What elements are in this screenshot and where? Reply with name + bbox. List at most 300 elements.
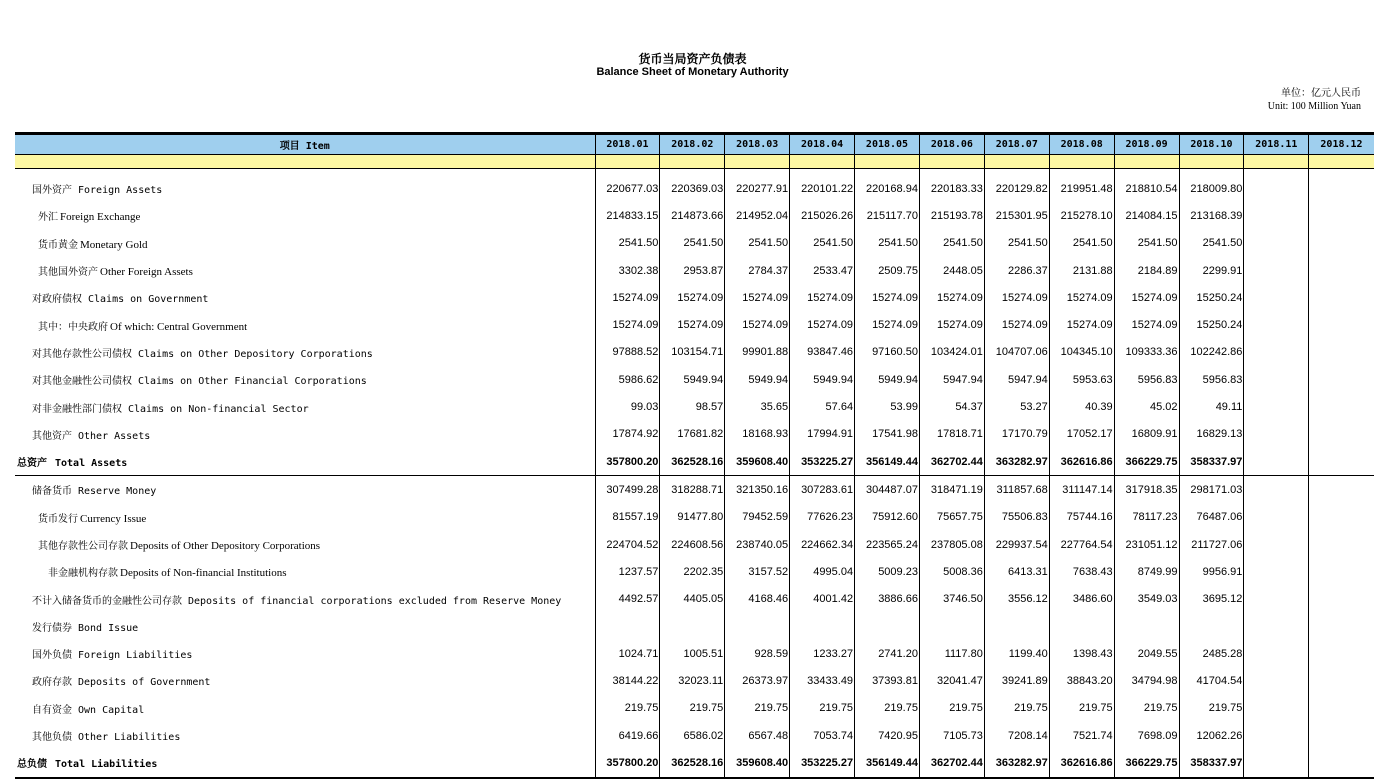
table-cell: 15274.09 [1114,311,1179,338]
row-label [15,202,595,229]
table-row [15,531,1374,558]
table-cell: 219.75 [1049,695,1114,722]
table-cell: 8749.99 [1114,558,1179,585]
table-cell: 215278.10 [1049,202,1114,229]
table-row [15,393,1374,420]
row-label-cn: 自有资金 [32,704,72,716]
table-cell: 237805.08 [919,531,984,558]
table-cell [1309,393,1374,420]
row-label-en: Other Foreign Assets [100,266,193,279]
row-label [15,531,595,558]
table-cell: 49.11 [1179,393,1244,420]
table-cell [1309,257,1374,284]
row-label [15,504,595,531]
table-cell: 219.75 [790,695,855,722]
table-cell [1179,613,1244,640]
table-cell: 15274.09 [595,284,660,311]
table-cell: 2533.47 [790,257,855,284]
table-cell [1244,531,1309,558]
table-cell: 3746.50 [919,585,984,612]
table-cell [1309,558,1374,585]
table-cell [1309,339,1374,366]
table-cell [595,613,660,640]
table-cell: 357800.20 [595,448,660,476]
table-cell: 219.75 [660,695,725,722]
row-label-cn: 货币黄金 [38,239,78,251]
table-cell: 15274.09 [725,311,790,338]
table-cell: 3157.52 [725,558,790,585]
table-cell: 15250.24 [1179,284,1244,311]
table-cell [1309,749,1374,777]
table-row [15,311,1374,338]
table-cell: 40.39 [1049,393,1114,420]
table-cell: 75912.60 [855,504,920,531]
row-label-cn: 总负债 [17,759,47,771]
table-cell [855,613,920,640]
table-cell: 1233.27 [790,640,855,667]
row-label-cn: 国外资产 [32,185,72,197]
table-cell: 15274.09 [790,284,855,311]
table-cell: 1024.71 [595,640,660,667]
row-label-en: Claims on Non-financial Sector [128,403,309,415]
row-label [15,585,595,612]
table-cell [1309,284,1374,311]
row-label-cn: 非金融机构存款 [48,568,118,580]
table-row [15,613,1374,640]
table-cell: 7420.95 [855,722,920,749]
table-cell: 39241.89 [984,667,1049,694]
column-header-month: 2018.08 [1049,134,1114,155]
row-label-cn: 货币发行 [38,513,78,525]
row-label [15,667,595,694]
column-header-month: 2018.12 [1309,134,1374,155]
column-header-month: 2018.03 [725,134,790,155]
table-cell: 3486.60 [1049,585,1114,612]
table-cell: 2541.50 [790,230,855,257]
table-cell [1244,695,1309,722]
row-label-en: Other Assets [78,430,151,442]
row-label [15,640,595,667]
table-cell: 7105.73 [919,722,984,749]
table-cell: 5956.83 [1114,366,1179,393]
table-cell: 353225.27 [790,448,855,476]
table-cell [1244,311,1309,338]
table-cell: 17681.82 [660,421,725,448]
row-label-en: Claims on Government [88,294,209,306]
table-cell [1309,169,1374,203]
table-cell [1244,504,1309,531]
table-cell: 4492.57 [595,585,660,612]
table-cell: 91477.80 [660,504,725,531]
table-cell [1309,421,1374,448]
table-cell: 220183.33 [919,169,984,203]
table-cell: 53.99 [855,393,920,420]
row-label [15,284,595,311]
table-row [15,722,1374,749]
table-row [15,366,1374,393]
row-label [15,169,595,203]
table-cell: 75506.83 [984,504,1049,531]
table-cell: 26373.97 [725,667,790,694]
table-cell [1309,695,1374,722]
row-label-cn: 储备货币 [32,486,72,498]
table-cell: 15274.09 [1114,284,1179,311]
table-cell: 1117.80 [919,640,984,667]
row-label-cn: 其他国外资产 [38,267,98,279]
table-cell [660,613,725,640]
row-label-en: Foreign Assets [78,185,163,197]
row-label-en: Total Assets [55,458,128,470]
table-cell: 81557.19 [595,504,660,531]
table-cell [790,613,855,640]
row-label-en: Claims on Other Financial Corporations [138,376,367,388]
column-header-month: 2018.06 [919,134,984,155]
table-cell: 318288.71 [660,476,725,504]
table-cell: 2741.20 [855,640,920,667]
table-cell [1049,613,1114,640]
table-cell: 5949.94 [660,366,725,393]
table-cell: 2541.50 [725,230,790,257]
table-cell: 2541.50 [1114,230,1179,257]
header-row [15,134,1374,155]
table-cell: 17541.98 [855,421,920,448]
table-cell: 5947.94 [984,366,1049,393]
table-cell: 7053.74 [790,722,855,749]
table-cell: 33433.49 [790,667,855,694]
table-cell [1244,667,1309,694]
row-label-en: Claims on Other Depository Corporations [138,348,373,360]
total-row [15,448,1374,476]
table-cell: 5947.94 [919,366,984,393]
table-cell: 3695.12 [1179,585,1244,612]
row-label-cn: 对其他存款性公司债权 [32,348,132,360]
table-cell: 219.75 [1179,695,1244,722]
table-cell: 353225.27 [790,749,855,777]
row-label [15,311,595,338]
table-cell: 219.75 [984,695,1049,722]
table-cell [919,613,984,640]
column-header-month: 2018.05 [855,134,920,155]
table-cell [1244,284,1309,311]
table-cell: 238740.05 [725,531,790,558]
table-row [15,284,1374,311]
table-cell: 6419.66 [595,722,660,749]
table-cell: 362616.86 [1049,749,1114,777]
table-cell: 219.75 [595,695,660,722]
table-cell: 219.75 [855,695,920,722]
column-header-month: 2018.01 [595,134,660,155]
table-cell: 15274.09 [855,311,920,338]
table-cell: 215026.26 [790,202,855,229]
table-cell: 219951.48 [1049,169,1114,203]
table-row [15,695,1374,722]
table-cell: 219.75 [919,695,984,722]
table-cell: 5949.94 [725,366,790,393]
table-cell: 2049.55 [1114,640,1179,667]
table-cell: 318471.19 [919,476,984,504]
table-cell: 220277.91 [725,169,790,203]
table-row [15,230,1374,257]
table-cell: 17052.17 [1049,421,1114,448]
table-row [15,667,1374,694]
table-cell: 215193.78 [919,202,984,229]
table-cell: 9956.91 [1179,558,1244,585]
table-cell: 356149.44 [855,749,920,777]
header-spacer-row [15,155,1374,169]
table-cell: 311857.68 [984,476,1049,504]
column-header-month: 2018.10 [1179,134,1244,155]
table-cell: 311147.14 [1049,476,1114,504]
table-cell: 363282.97 [984,448,1049,476]
row-label [15,339,595,366]
column-header-month: 2018.09 [1114,134,1179,155]
table-cell: 17994.91 [790,421,855,448]
column-header-month: 2018.04 [790,134,855,155]
table-cell: 79452.59 [725,504,790,531]
table-cell [1244,421,1309,448]
table-cell: 5956.83 [1179,366,1244,393]
table-cell [1244,393,1309,420]
table-cell [1309,230,1374,257]
table-cell: 359608.40 [725,448,790,476]
table-cell: 2286.37 [984,257,1049,284]
table-cell: 99901.88 [725,339,790,366]
row-label [15,230,595,257]
table-cell: 15274.09 [660,311,725,338]
table-cell: 104707.06 [984,339,1049,366]
table-row [15,421,1374,448]
table-cell: 15274.09 [1049,311,1114,338]
table-cell: 213168.39 [1179,202,1244,229]
row-label-cn: 外汇 [38,212,58,224]
table-cell: 298171.03 [1179,476,1244,504]
table-cell: 358337.97 [1179,749,1244,777]
table-cell [1244,257,1309,284]
table-cell: 17818.71 [919,421,984,448]
table-cell: 53.27 [984,393,1049,420]
row-label-en: Reserve Money [78,486,157,498]
table-cell: 2541.50 [855,230,920,257]
table-cell: 231051.12 [1114,531,1179,558]
table-cell [1244,749,1309,777]
table-cell: 7208.14 [984,722,1049,749]
table-cell: 214833.15 [595,202,660,229]
table-cell: 7638.43 [1049,558,1114,585]
table-row [15,640,1374,667]
table-cell: 211727.06 [1179,531,1244,558]
table-cell: 2784.37 [725,257,790,284]
table-cell: 229937.54 [984,531,1049,558]
table-cell: 366229.75 [1114,448,1179,476]
table-cell: 15274.09 [790,311,855,338]
table-cell [1114,613,1179,640]
row-label-en: Deposits of Other Depository Corporations [130,540,321,552]
table-cell: 17874.92 [595,421,660,448]
table-cell [1309,202,1374,229]
table-cell: 215117.70 [855,202,920,229]
row-label [15,393,595,420]
table-cell: 7698.09 [1114,722,1179,749]
table-cell: 6567.48 [725,722,790,749]
table-cell: 2485.28 [1179,640,1244,667]
table-cell: 35.65 [725,393,790,420]
column-header-month: 2018.11 [1244,134,1309,155]
table-cell: 109333.36 [1114,339,1179,366]
table-cell: 15274.09 [984,284,1049,311]
table-cell: 3549.03 [1114,585,1179,612]
table-cell: 7521.74 [1049,722,1114,749]
row-label [15,558,595,585]
column-header-month: 2018.02 [660,134,725,155]
table-cell [1309,311,1374,338]
table-cell: 102242.86 [1179,339,1244,366]
table-cell: 317918.35 [1114,476,1179,504]
table-cell: 2541.50 [595,230,660,257]
table-row [15,476,1374,504]
row-label [15,722,595,749]
table-row [15,202,1374,229]
table-cell: 5953.63 [1049,366,1114,393]
table-cell: 1199.40 [984,640,1049,667]
table-cell: 5949.94 [855,366,920,393]
table-cell: 4995.04 [790,558,855,585]
table-cell: 5949.94 [790,366,855,393]
table-cell [1244,202,1309,229]
table-cell: 214084.15 [1114,202,1179,229]
table-cell: 2448.05 [919,257,984,284]
row-label-en: Foreign Liabilities [78,650,193,662]
table-cell: 4168.46 [725,585,790,612]
row-label-cn: 其他存款性公司存款 [38,541,128,552]
table-cell: 54.37 [919,393,984,420]
table-cell: 304487.07 [855,476,920,504]
table-row [15,504,1374,531]
table-cell: 15250.24 [1179,311,1244,338]
table-cell [1309,613,1374,640]
table-cell: 224662.34 [790,531,855,558]
table-cell: 78117.23 [1114,504,1179,531]
table-cell: 224608.56 [660,531,725,558]
table-cell: 214952.04 [725,202,790,229]
table-cell: 220168.94 [855,169,920,203]
table-cell [1244,722,1309,749]
table-cell: 75657.75 [919,504,984,531]
row-label-en: Total Liabilities [55,759,158,771]
unit-label-cn: 单位：亿元人民币 [1281,88,1361,99]
table-cell: 17170.79 [984,421,1049,448]
table-cell: 3302.38 [595,257,660,284]
table-cell [1244,585,1309,612]
table-cell: 220129.82 [984,169,1049,203]
row-label-en: Of which: Central Government [110,320,248,333]
table-cell: 15274.09 [660,284,725,311]
table-cell: 32023.11 [660,667,725,694]
table-cell: 362702.44 [919,448,984,476]
table-row [15,169,1374,203]
table-cell: 97160.50 [855,339,920,366]
table-cell: 98.57 [660,393,725,420]
table-cell: 218009.80 [1179,169,1244,203]
table-cell: 1398.43 [1049,640,1114,667]
table-cell: 220101.22 [790,169,855,203]
table-cell [1244,640,1309,667]
table-cell: 45.02 [1114,393,1179,420]
row-label-cn: 对其他金融性公司债权 [32,376,132,388]
table-cell: 219.75 [725,695,790,722]
row-label-en: Currency Issue [80,512,147,525]
row-label-en: Monetary Gold [80,238,148,251]
table-cell: 34794.98 [1114,667,1179,694]
table-cell: 214873.66 [660,202,725,229]
row-label-cn: 其中：中央政府 [38,321,108,333]
table-cell: 359608.40 [725,749,790,777]
table-cell [1244,366,1309,393]
table-cell: 358337.97 [1179,448,1244,476]
table-cell: 2541.50 [660,230,725,257]
table-cell: 12062.26 [1179,722,1244,749]
table-cell: 2541.50 [1049,230,1114,257]
table-cell: 103154.71 [660,339,725,366]
table-cell: 223565.24 [855,531,920,558]
table-cell [1309,722,1374,749]
table-cell: 104345.10 [1049,339,1114,366]
table-cell: 38144.22 [595,667,660,694]
table-cell: 15274.09 [1049,284,1114,311]
table-cell [1309,667,1374,694]
column-header-item: 项目 Item [15,134,595,155]
table-cell: 2202.35 [660,558,725,585]
unit-label-en: Unit: 100 Million Yuan [1267,101,1361,112]
total-row [15,749,1374,777]
row-label-en: Deposits of Government [78,677,211,689]
table-cell: 6413.31 [984,558,1049,585]
table-row [15,257,1374,284]
table-cell: 362528.16 [660,749,725,777]
table-cell: 1237.57 [595,558,660,585]
table-cell: 93847.46 [790,339,855,366]
table-cell: 366229.75 [1114,749,1179,777]
row-label [15,695,595,722]
table-cell: 15274.09 [919,311,984,338]
table-row [15,585,1374,612]
table-cell: 4405.05 [660,585,725,612]
table-cell: 220677.03 [595,169,660,203]
table-cell: 2184.89 [1114,257,1179,284]
row-label-cn: 其他负债 [32,732,72,744]
table-cell: 57.64 [790,393,855,420]
table-cell [1309,448,1374,476]
row-label-cn: 国外负债 [32,650,72,662]
table-cell: 3556.12 [984,585,1049,612]
table-cell: 2509.75 [855,257,920,284]
table-cell: 362528.16 [660,448,725,476]
table-row [15,558,1374,585]
row-label-cn: 发行债券 [32,622,72,634]
table-cell: 5986.62 [595,366,660,393]
table-cell [1244,448,1309,476]
table-cell: 3886.66 [855,585,920,612]
row-label-cn: 政府存款 [32,677,72,689]
row-label-cn: 对政府债权 [32,294,82,306]
table-cell [1309,504,1374,531]
table-cell: 215301.95 [984,202,1049,229]
table-cell: 16829.13 [1179,421,1244,448]
row-label-cn: 其他资产 [32,430,72,442]
table-cell: 356149.44 [855,448,920,476]
table-cell: 362702.44 [919,749,984,777]
table-cell: 6586.02 [660,722,725,749]
page-title-en: Balance Sheet of Monetary Authority [596,66,789,78]
